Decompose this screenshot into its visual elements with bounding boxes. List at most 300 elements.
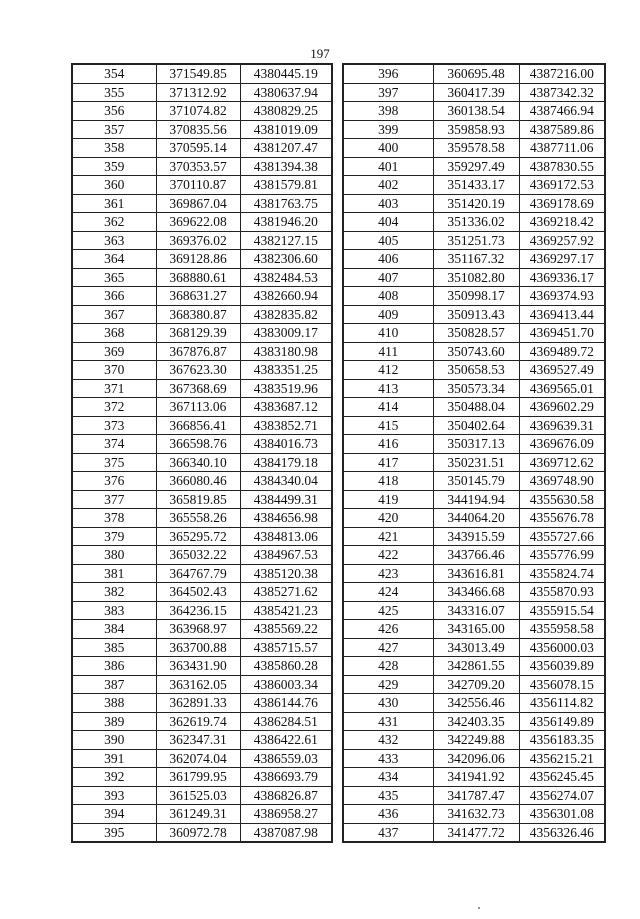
y-coordinate-cell: 4369178.69 [519,194,605,213]
y-coordinate-cell: 4356000.03 [519,638,605,657]
point-number-cell: 375 [72,453,156,472]
point-number-cell: 417 [343,453,433,472]
point-number-cell: 430 [343,694,433,713]
x-coordinate-cell: 350828.57 [433,324,519,343]
y-coordinate-cell: 4386003.34 [240,675,332,694]
table-row [72,657,332,676]
x-coordinate-cell: 364236.15 [156,601,240,620]
point-number-cell: 366 [72,287,156,306]
table-row [343,805,605,824]
point-number-cell: 415 [343,416,433,435]
point-number-cell: 413 [343,379,433,398]
point-number-cell: 394 [72,805,156,824]
point-number-cell: 414 [343,398,433,417]
table-row [343,453,605,472]
table-row [72,361,332,380]
page-number: 197 [310,46,330,61]
table-row [72,675,332,694]
table-row [72,768,332,787]
table-row [343,694,605,713]
table-row [72,287,332,306]
y-coordinate-cell: 4383351.25 [240,361,332,380]
table-row [343,379,605,398]
point-number-cell: 435 [343,786,433,805]
y-coordinate-cell: 4387711.06 [519,139,605,158]
x-coordinate-cell: 369376.02 [156,231,240,250]
point-number-cell: 402 [343,176,433,195]
x-coordinate-cell: 370353.57 [156,157,240,176]
x-coordinate-cell: 343316.07 [433,601,519,620]
point-number-cell: 409 [343,305,433,324]
y-coordinate-cell: 4355727.66 [519,527,605,546]
point-number-cell: 389 [72,712,156,731]
table-row [343,194,605,213]
table-row [72,805,332,824]
table-row [72,453,332,472]
y-coordinate-cell: 4386559.03 [240,749,332,768]
x-coordinate-cell: 350998.17 [433,287,519,306]
table-row [72,213,332,232]
table-row [343,416,605,435]
table-row [72,509,332,528]
coordinate-table-left-body [72,64,332,842]
point-number-cell: 355 [72,83,156,102]
point-number-cell: 359 [72,157,156,176]
point-number-cell: 418 [343,472,433,491]
y-coordinate-cell: 4369527.49 [519,361,605,380]
table-row [72,324,332,343]
x-coordinate-cell: 364502.43 [156,583,240,602]
point-number-cell: 370 [72,361,156,380]
y-coordinate-cell: 4387216.00 [519,64,605,83]
y-coordinate-cell: 4380445.19 [240,64,332,83]
y-coordinate-cell: 4385271.62 [240,583,332,602]
y-coordinate-cell: 4384499.31 [240,490,332,509]
x-coordinate-cell: 362619.74 [156,712,240,731]
point-number-cell: 397 [343,83,433,102]
table-row [343,342,605,361]
point-number-cell: 421 [343,527,433,546]
point-number-cell: 395 [72,823,156,842]
table-row [72,583,332,602]
y-coordinate-cell: 4356078.15 [519,675,605,694]
table-row [72,268,332,287]
y-coordinate-cell: 4369639.31 [519,416,605,435]
x-coordinate-cell: 343013.49 [433,638,519,657]
table-row [72,102,332,121]
point-number-cell: 426 [343,620,433,639]
table-row [343,213,605,232]
x-coordinate-cell: 350743.60 [433,342,519,361]
point-number-cell: 380 [72,546,156,565]
table-row [343,638,605,657]
y-coordinate-cell: 4380637.94 [240,83,332,102]
x-coordinate-cell: 367113.06 [156,398,240,417]
table-row [343,287,605,306]
y-coordinate-cell: 4383009.17 [240,324,332,343]
y-coordinate-cell: 4356039.89 [519,657,605,676]
point-number-cell: 398 [343,102,433,121]
y-coordinate-cell: 4386826.87 [240,786,332,805]
point-number-cell: 404 [343,213,433,232]
y-coordinate-cell: 4369565.01 [519,379,605,398]
point-number-cell: 410 [343,324,433,343]
y-coordinate-cell: 4381394.38 [240,157,332,176]
table-row [343,657,605,676]
point-number-cell: 390 [72,731,156,750]
y-coordinate-cell: 4355824.74 [519,564,605,583]
x-coordinate-cell: 370595.14 [156,139,240,158]
table-row [72,64,332,83]
coordinate-table-right-body [343,64,605,842]
point-number-cell: 388 [72,694,156,713]
table-row [72,638,332,657]
x-coordinate-cell: 342249.88 [433,731,519,750]
y-coordinate-cell: 4369676.09 [519,435,605,454]
y-coordinate-cell: 4355676.78 [519,509,605,528]
y-coordinate-cell: 4369374.93 [519,287,605,306]
y-coordinate-cell: 4356274.07 [519,786,605,805]
y-coordinate-cell: 4384016.73 [240,435,332,454]
x-coordinate-cell: 367623.30 [156,361,240,380]
table-row [343,509,605,528]
y-coordinate-cell: 4385421.23 [240,601,332,620]
y-coordinate-cell: 4369172.53 [519,176,605,195]
table-row [72,694,332,713]
point-number-cell: 357 [72,120,156,139]
table-row [72,176,332,195]
table-row [72,823,332,842]
x-coordinate-cell: 367876.87 [156,342,240,361]
y-coordinate-cell: 4384813.06 [240,527,332,546]
table-row [343,64,605,83]
y-coordinate-cell: 4382306.60 [240,250,332,269]
x-coordinate-cell: 368631.27 [156,287,240,306]
point-number-cell: 420 [343,509,433,528]
point-number-cell: 391 [72,749,156,768]
x-coordinate-cell: 360972.78 [156,823,240,842]
y-coordinate-cell: 4355915.54 [519,601,605,620]
point-number-cell: 386 [72,657,156,676]
y-coordinate-cell: 4369257.92 [519,231,605,250]
x-coordinate-cell: 371074.82 [156,102,240,121]
y-coordinate-cell: 4383852.71 [240,416,332,435]
point-number-cell: 378 [72,509,156,528]
x-coordinate-cell: 360138.54 [433,102,519,121]
point-number-cell: 437 [343,823,433,842]
x-coordinate-cell: 366856.41 [156,416,240,435]
y-coordinate-cell: 4385569.22 [240,620,332,639]
table-row [343,176,605,195]
table-row [72,120,332,139]
table-row [72,342,332,361]
point-number-cell: 406 [343,250,433,269]
y-coordinate-cell: 4369451.70 [519,324,605,343]
x-coordinate-cell: 343165.00 [433,620,519,639]
x-coordinate-cell: 368380.87 [156,305,240,324]
x-coordinate-cell: 341787.47 [433,786,519,805]
point-number-cell: 434 [343,768,433,787]
y-coordinate-cell: 4385120.38 [240,564,332,583]
table-row [343,564,605,583]
y-coordinate-cell: 4369413.44 [519,305,605,324]
x-coordinate-cell: 343616.81 [433,564,519,583]
x-coordinate-cell: 360695.48 [433,64,519,83]
table-row [343,786,605,805]
x-coordinate-cell: 350231.51 [433,453,519,472]
point-number-cell: 369 [72,342,156,361]
y-coordinate-cell: 4369748.90 [519,472,605,491]
table-row [343,601,605,620]
x-coordinate-cell: 344194.94 [433,490,519,509]
table-row [72,490,332,509]
x-coordinate-cell: 359297.49 [433,157,519,176]
point-number-cell: 399 [343,120,433,139]
table-row [343,361,605,380]
point-number-cell: 396 [343,64,433,83]
y-coordinate-cell: 4386422.61 [240,731,332,750]
table-row [343,472,605,491]
table-row [343,139,605,158]
table-row [343,102,605,121]
y-coordinate-cell: 4369489.72 [519,342,605,361]
point-number-cell: 377 [72,490,156,509]
y-coordinate-cell: 4381019.09 [240,120,332,139]
point-number-cell: 431 [343,712,433,731]
point-number-cell: 362 [72,213,156,232]
x-coordinate-cell: 362347.31 [156,731,240,750]
point-number-cell: 407 [343,268,433,287]
x-coordinate-cell: 343766.46 [433,546,519,565]
point-number-cell: 387 [72,675,156,694]
x-coordinate-cell: 350402.64 [433,416,519,435]
y-coordinate-cell: 4384967.53 [240,546,332,565]
x-coordinate-cell: 368129.39 [156,324,240,343]
table-row [343,823,605,842]
y-coordinate-cell: 4387466.94 [519,102,605,121]
table-row [72,731,332,750]
y-coordinate-cell: 4386284.51 [240,712,332,731]
x-coordinate-cell: 366340.10 [156,453,240,472]
x-coordinate-cell: 363162.05 [156,675,240,694]
point-number-cell: 354 [72,64,156,83]
point-number-cell: 368 [72,324,156,343]
x-coordinate-cell: 361799.95 [156,768,240,787]
table-row [72,546,332,565]
table-row [343,324,605,343]
y-coordinate-cell: 4385715.57 [240,638,332,657]
y-coordinate-cell: 4381579.81 [240,176,332,195]
table-row [343,268,605,287]
point-number-cell: 405 [343,231,433,250]
table-row [343,157,605,176]
y-coordinate-cell: 4382660.94 [240,287,332,306]
x-coordinate-cell: 359578.58 [433,139,519,158]
x-coordinate-cell: 369128.86 [156,250,240,269]
table-row [343,749,605,768]
x-coordinate-cell: 365819.85 [156,490,240,509]
x-coordinate-cell: 342403.35 [433,712,519,731]
y-coordinate-cell: 4355630.58 [519,490,605,509]
point-number-cell: 401 [343,157,433,176]
point-number-cell: 364 [72,250,156,269]
point-number-cell: 356 [72,102,156,121]
table-row [343,583,605,602]
y-coordinate-cell: 4383687.12 [240,398,332,417]
table-row [343,83,605,102]
x-coordinate-cell: 367368.69 [156,379,240,398]
table-row [72,83,332,102]
point-number-cell: 365 [72,268,156,287]
x-coordinate-cell: 361525.03 [156,786,240,805]
point-number-cell: 419 [343,490,433,509]
coordinate-table-right [342,63,606,843]
y-coordinate-cell: 4356114.82 [519,694,605,713]
x-coordinate-cell: 365295.72 [156,527,240,546]
x-coordinate-cell: 351420.19 [433,194,519,213]
y-coordinate-cell: 4383180.98 [240,342,332,361]
point-number-cell: 433 [343,749,433,768]
table-row [72,379,332,398]
y-coordinate-cell: 4384179.18 [240,453,332,472]
y-coordinate-cell: 4382835.82 [240,305,332,324]
x-coordinate-cell: 359858.93 [433,120,519,139]
y-coordinate-cell: 4387830.55 [519,157,605,176]
x-coordinate-cell: 351082.80 [433,268,519,287]
x-coordinate-cell: 342096.06 [433,749,519,768]
y-coordinate-cell: 4386144.76 [240,694,332,713]
point-number-cell: 358 [72,139,156,158]
x-coordinate-cell: 371549.85 [156,64,240,83]
y-coordinate-cell: 4387342.32 [519,83,605,102]
y-coordinate-cell: 4356149.89 [519,712,605,731]
table-row [343,527,605,546]
x-coordinate-cell: 360417.39 [433,83,519,102]
point-number-cell: 423 [343,564,433,583]
point-number-cell: 428 [343,657,433,676]
y-coordinate-cell: 4369712.62 [519,453,605,472]
x-coordinate-cell: 369867.04 [156,194,240,213]
point-number-cell: 436 [343,805,433,824]
point-number-cell: 367 [72,305,156,324]
x-coordinate-cell: 351167.32 [433,250,519,269]
table-row [343,435,605,454]
y-coordinate-cell: 4382484.53 [240,268,332,287]
table-row [72,139,332,158]
table-row [72,564,332,583]
table-row [343,231,605,250]
x-coordinate-cell: 361249.31 [156,805,240,824]
y-coordinate-cell: 4384340.04 [240,472,332,491]
y-coordinate-cell: 4355958.58 [519,620,605,639]
table-row [343,120,605,139]
x-coordinate-cell: 365558.26 [156,509,240,528]
table-row [72,398,332,417]
y-coordinate-cell: 4383519.96 [240,379,332,398]
point-number-cell: 416 [343,435,433,454]
y-coordinate-cell: 4386693.79 [240,768,332,787]
table-row [72,712,332,731]
table-row [72,472,332,491]
point-number-cell: 411 [343,342,433,361]
x-coordinate-cell: 342556.46 [433,694,519,713]
x-coordinate-cell: 350573.34 [433,379,519,398]
point-number-cell: 422 [343,546,433,565]
x-coordinate-cell: 341941.92 [433,768,519,787]
x-coordinate-cell: 363431.90 [156,657,240,676]
point-number-cell: 373 [72,416,156,435]
y-coordinate-cell: 4381946.20 [240,213,332,232]
point-number-cell: 376 [72,472,156,491]
table-row [343,768,605,787]
coordinate-table-left [71,63,333,843]
x-coordinate-cell: 350658.53 [433,361,519,380]
y-coordinate-cell: 4355870.93 [519,583,605,602]
point-number-cell: 371 [72,379,156,398]
x-coordinate-cell: 350488.04 [433,398,519,417]
point-number-cell: 408 [343,287,433,306]
x-coordinate-cell: 368880.61 [156,268,240,287]
table-row [72,157,332,176]
y-coordinate-cell: 4356245.45 [519,768,605,787]
x-coordinate-cell: 366080.46 [156,472,240,491]
point-number-cell: 412 [343,361,433,380]
x-coordinate-cell: 341632.73 [433,805,519,824]
y-coordinate-cell: 4356183.35 [519,731,605,750]
y-coordinate-cell: 4385860.28 [240,657,332,676]
point-number-cell: 432 [343,731,433,750]
table-row [343,712,605,731]
y-coordinate-cell: 4382127.15 [240,231,332,250]
x-coordinate-cell: 351336.02 [433,213,519,232]
x-coordinate-cell: 343466.68 [433,583,519,602]
table-row [343,250,605,269]
y-coordinate-cell: 4369602.29 [519,398,605,417]
scan-speck [478,907,480,909]
y-coordinate-cell: 4369336.17 [519,268,605,287]
x-coordinate-cell: 370110.87 [156,176,240,195]
x-coordinate-cell: 363968.97 [156,620,240,639]
table-row [343,620,605,639]
y-coordinate-cell: 4356301.08 [519,805,605,824]
table-row [72,305,332,324]
table-row [343,490,605,509]
table-row [72,416,332,435]
point-number-cell: 393 [72,786,156,805]
y-coordinate-cell: 4384656.98 [240,509,332,528]
table-row [72,601,332,620]
point-number-cell: 372 [72,398,156,417]
table-row [72,786,332,805]
y-coordinate-cell: 4355776.99 [519,546,605,565]
y-coordinate-cell: 4387087.98 [240,823,332,842]
table-row [72,620,332,639]
y-coordinate-cell: 4386958.27 [240,805,332,824]
point-number-cell: 425 [343,601,433,620]
x-coordinate-cell: 362074.04 [156,749,240,768]
table-row [72,250,332,269]
x-coordinate-cell: 341477.72 [433,823,519,842]
point-number-cell: 379 [72,527,156,546]
point-number-cell: 385 [72,638,156,657]
y-coordinate-cell: 4369297.17 [519,250,605,269]
x-coordinate-cell: 362891.33 [156,694,240,713]
table-row [343,398,605,417]
x-coordinate-cell: 351433.17 [433,176,519,195]
x-coordinate-cell: 351251.73 [433,231,519,250]
y-coordinate-cell: 4381763.75 [240,194,332,213]
x-coordinate-cell: 342709.20 [433,675,519,694]
